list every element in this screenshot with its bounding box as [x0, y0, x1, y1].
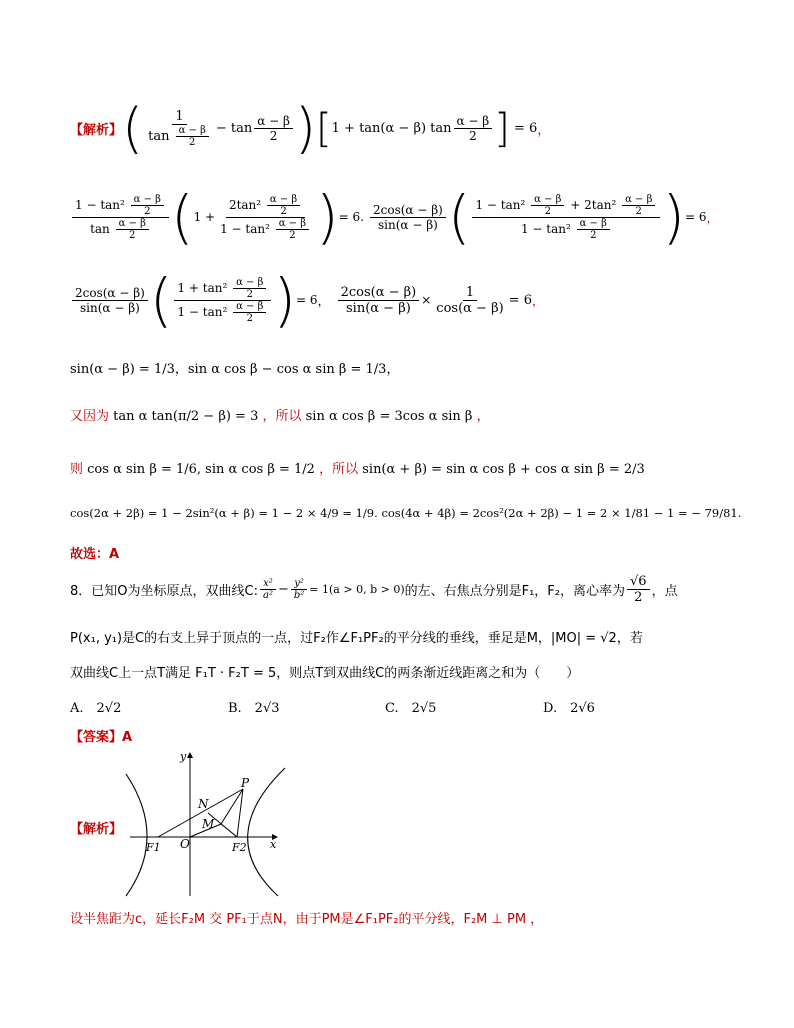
choose-line: 故选：A: [70, 547, 120, 562]
label-x: x: [270, 838, 277, 851]
option-b[interactable]: B. 2√3: [228, 701, 280, 716]
problem-8-line-3: 双曲线C上一点T满足 F₁T · F₂T = 5，则点T到双曲线C的两条渐近线距离之和为（ ）: [70, 666, 580, 681]
label-m: M: [202, 817, 215, 831]
option-c[interactable]: C. 2√5: [385, 701, 437, 716]
label-o: O: [180, 837, 190, 851]
answer-line: 【答案】A: [70, 730, 133, 745]
segment-mf: [221, 824, 237, 837]
hyperbola-figure: [120, 748, 290, 898]
label-n: N: [198, 797, 209, 811]
label-p: P: [241, 776, 250, 790]
solution-line-7: cos(2α + 2β) = 1 − 2sin²(α + β) = 1 − 2 × 4/9 = 1/9. cos(4α + 4β) = 2cos²(2α + 2β) − 1 = 2 × 1/81 − 1 = − 79/81.: [70, 506, 742, 520]
problem-8-solution-line: 设半焦距为c，延长F₂M 交 PF₁于点N，由于PM是∠F₁PF₂的平分线，F₂M ⊥ PM ，: [70, 912, 544, 927]
option-a[interactable]: A. 2√2: [70, 701, 122, 716]
solution-line-6: 则 cos α sin β = 1/6, sin α cos β = 1/2 ，所以 sin(α + β) = sin α cos β + cos α sin β = 2/3: [70, 462, 645, 477]
solution-line-5: 又因为 tan α tan(π/2 − β) = 3 ，所以 sin α cos β = 3cos α sin β ，: [70, 409, 490, 424]
option-d[interactable]: D. 2√6: [543, 701, 595, 716]
y-axis-arrow: [187, 752, 193, 758]
label-y: y: [180, 750, 187, 763]
label-f1: F1: [146, 841, 161, 854]
analysis-label-2-wrap: [70, 818, 122, 837]
problem-8-stem: 8． 已知O为坐标原点，双曲线C: $\frac{\text{x²}}{\text{a²}}$ − $\frac{\text{y²}}{\text{b²}}$ = 1 (a > 0, b > 0) 的左、右焦点分别是F₁，F₂，离心率为 $\frac{√6}{2}$ ，点: [70, 574, 678, 605]
solution-line-1: 【解析】 ( 1 tan $\frac{\alpha - \beta}{2}$ − tan $\frac{\alpha - \beta}{2}$ ) [ 1 + tan(α − β) tan $\frac{\alpha - \beta}{2}$ ] = 6 ，: [70, 97, 551, 160]
analysis-label-2: 【解析】: [70, 822, 123, 837]
problem-8-line-2: P(x₁, y₁)是C的右支上异于顶点的一点，过F₂作∠F₁PF₂的平分线的垂线，垂足是M，|MO| = √2，若: [70, 631, 643, 646]
left-branch: [126, 774, 147, 896]
solution-line-3: $\frac{2\cos(\alpha - \beta)}{\sin(\alpha - \beta)}$ ( 1 + tan² $\frac{\alpha - \beta}{2}$ 1 − tan² $\frac{\alpha - \beta}{2}$ ) = 6 ， $\frac{2\cos(\alpha - \beta)}{\sin(\alpha - \beta)}$ × $\frac{1}{\cos(\alpha - \beta)}$ = 6 ，: [70, 266, 544, 334]
analysis-label: 【解析】: [70, 123, 123, 138]
label-f2: F2: [232, 841, 247, 854]
right-branch: [248, 768, 285, 896]
solution-line-2: 1 − tan² $\frac{\alpha - \beta}{2}$ tan $\frac{\alpha - \beta}{2}$ ( 1 + 2tan² $\frac{\alpha - \beta}{2}$ 1 − tan² $\frac{\alpha - \beta}{2}$ ) = 6 . $\frac{2\cos(\alpha - \beta)}{\sin(\alpha - \beta)}$ ( 1 − tan² $\frac{\alpha - \beta}{2}$ + 2tan² $\frac{\alpha - \beta}{2}$ 1 − tan² $\frac{\alpha - \beta}{2}$ ) = 6 ，: [70, 183, 719, 251]
solution-line-4: sin(α − β) = 1/3，sin α cos β − cos α sin β = 1/3，: [70, 362, 400, 377]
